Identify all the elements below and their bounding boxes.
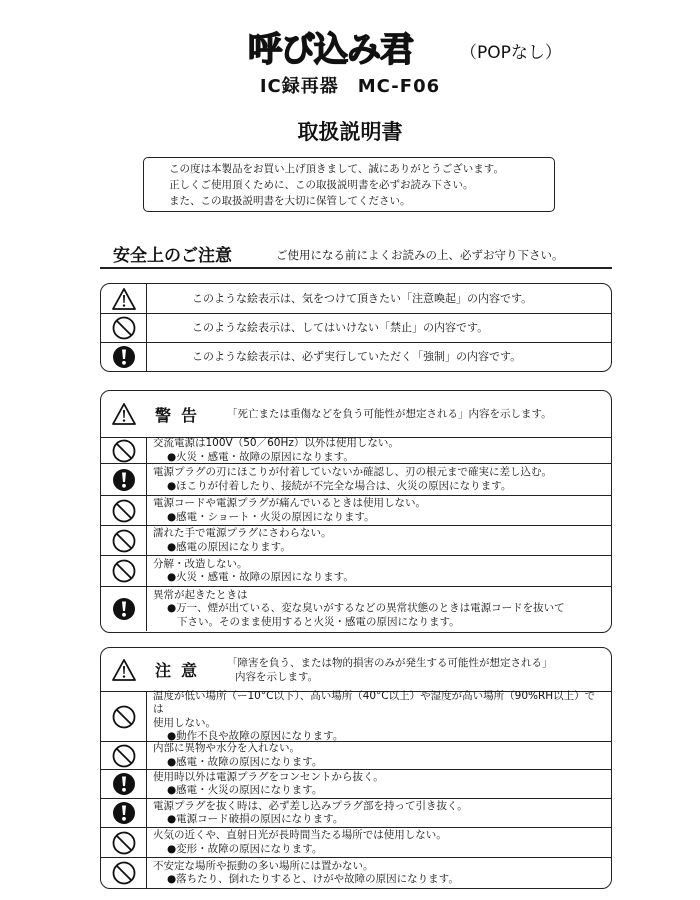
- prohibited-icon: [101, 742, 147, 769]
- mandatory-icon: [101, 799, 147, 827]
- legend-row: [101, 313, 611, 342]
- warning-box: [100, 390, 612, 633]
- mandatory-icon: [101, 343, 147, 371]
- warning-item: [101, 586, 611, 631]
- item-note: ●火災・感電・故障の原因になります。: [167, 450, 354, 463]
- item-main: 異常が起きたときは: [153, 588, 248, 601]
- product-logo: 呼び込み君: [248, 30, 413, 70]
- prohibited-icon: [101, 438, 147, 463]
- prohibited-icon: [101, 692, 147, 741]
- item-note: ●電源コード破損の原因になります。: [167, 813, 344, 825]
- legend-text: このような絵表示は、必ず実行していただく「強制」の内容です。: [192, 350, 522, 364]
- prohibited-icon: [101, 314, 147, 342]
- prohibited-icon: [101, 496, 147, 525]
- item-note: ●感電の原因になります。: [167, 540, 291, 553]
- intro-line: 正しくご使用頂くために、この取扱説明書を必ずお読み下さい。: [169, 179, 474, 191]
- item-note: ●万一、煙が出ている、変な臭いがするなどの異常状態のときは電源コードを抜いて: [167, 602, 565, 615]
- item-main: 使用時以外は電源プラグをコンセントから抜く。: [153, 770, 384, 783]
- warning-item: [101, 437, 611, 463]
- item-main: 電源プラグを抜く時は、必ず差し込みプラグ部を持って引き抜く。: [153, 799, 468, 812]
- caution-label: 注意: [155, 661, 208, 680]
- item-note: ●変形・故障の原因になります。: [167, 842, 323, 855]
- legend-text: このような絵表示は、気をつけて頂きたい「注意喚起」の内容です。: [192, 291, 533, 305]
- item-note: 下さい。そのまま使用すると火災・感電の原因になります。: [177, 615, 460, 628]
- header-desc-line: 内容を示します。: [235, 670, 319, 683]
- item-note: ●感電・火災の原因になります。: [167, 784, 323, 796]
- legend-text: このような絵表示は、してはいけない「禁止」の内容です。: [192, 321, 489, 335]
- intro-line: また、この取扱説明書を大切に保管してください。: [169, 195, 411, 207]
- logo-suffix: （POPなし）: [460, 43, 562, 63]
- mandatory-icon: [101, 587, 147, 631]
- divider: [100, 267, 612, 269]
- item-main: 温度が低い場所（ー10°C以下）、高い場所（40°C以上）や湿度が高い場所（90%RH以上）では: [153, 689, 596, 715]
- item-main: 分解・改造しない。: [153, 557, 248, 570]
- model-name: IC録再器 MC-F06: [259, 76, 441, 97]
- legend-row: [101, 284, 611, 313]
- legend-row: [101, 342, 611, 371]
- prohibited-icon: [101, 556, 147, 586]
- caution-item: [101, 857, 611, 888]
- legend-box: [100, 283, 612, 372]
- header-desc-line: 「障害を負う、または物的損害のみが発生する可能性が想定される」: [227, 656, 553, 669]
- item-main: 電源コードや電源プラグが痛んでいるときは使用しない。: [153, 497, 426, 509]
- caution-item: [101, 827, 611, 857]
- warning-item: [101, 555, 611, 586]
- warning-triangle-icon: [101, 284, 147, 313]
- caution-header: [101, 648, 611, 691]
- prohibited-icon: [101, 526, 147, 555]
- item-main: 火気の近くや、直射日光が長時間当たる場所では使用しない。: [153, 829, 447, 841]
- prohibited-icon: [101, 828, 147, 857]
- mandatory-icon: [101, 770, 147, 798]
- warning-item: [101, 463, 611, 495]
- item-note: ●火災・感電・故障の原因になります。: [167, 571, 354, 583]
- item-note: ●ほこりが付着したり、接続が不完全な場合は、火災の原因になります。: [167, 479, 512, 492]
- caution-item: [101, 769, 611, 798]
- item-note: ●動作不良や故障の原因になります。: [167, 730, 344, 742]
- caution-item: [101, 741, 611, 769]
- mandatory-icon: [101, 464, 147, 495]
- item-main-cont: 使用しない。: [153, 716, 216, 729]
- item-note: ●感電・ショート・火災の原因になります。: [167, 510, 375, 523]
- warning-triangle-icon: [101, 402, 147, 426]
- intro-line: この度は本製品をお買い上げ頂きまして、誠にありがとうございます。: [169, 163, 504, 175]
- item-main: 不安定な場所や振動の多い場所には置かない。: [153, 859, 374, 872]
- warning-item: [101, 525, 611, 555]
- warning-label: 警告: [155, 405, 208, 425]
- item-main: 電源プラグの刃にほこりが付着していないか確認し、刃の根元まで確実に差し込む。: [153, 466, 552, 478]
- section-subtitle: ご使用になる前によくお読みの上、必ずお守り下さい。: [276, 248, 564, 262]
- item-main: 内部に異物や水分を入れない。: [153, 742, 300, 754]
- header-desc-line: 「死亡または重傷などを負う可能性が想定される」内容を示します。: [227, 408, 552, 420]
- item-note: ●感電・故障の原因になります。: [167, 755, 323, 768]
- warning-item: [101, 495, 611, 525]
- warning-triangle-icon: [101, 658, 147, 682]
- item-note: ●落ちたり、倒れたりすると、けがや故障の原因になります。: [167, 873, 459, 885]
- item-main: 濡れた手で電源プラグにさわらない。: [153, 527, 332, 539]
- caution-item: [101, 691, 611, 741]
- warning-header: [101, 391, 611, 437]
- prohibited-icon: [101, 858, 147, 888]
- caution-item: [101, 798, 611, 827]
- intro-box: [143, 157, 555, 212]
- caution-box: [100, 647, 612, 889]
- manual-title: 取扱説明書: [297, 120, 403, 144]
- item-main: 交流電源は100V（50／60Hz）以外は使用しない。: [153, 437, 399, 449]
- section-title: 安全上のご注意: [113, 246, 232, 266]
